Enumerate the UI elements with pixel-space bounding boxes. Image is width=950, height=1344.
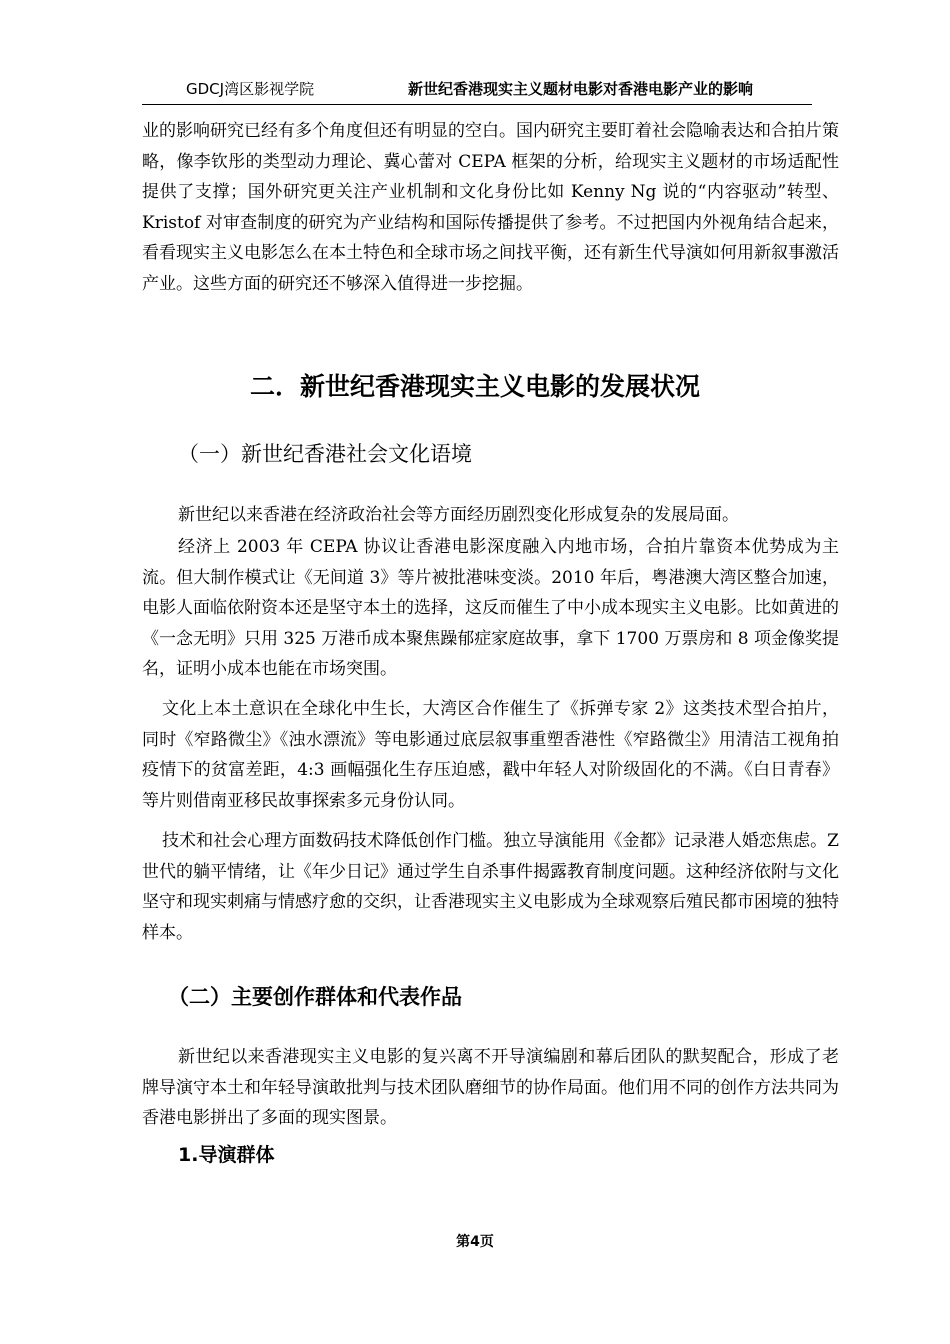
header-title: 新世纪香港现实主义题材电影对香港电影产业的影响 xyxy=(408,80,754,98)
subheading-directors: 1.导演群体 xyxy=(178,1144,275,1166)
page-number: 第4页 xyxy=(456,1234,494,1250)
subsection-heading-2: （二）主要创作群体和代表作品 xyxy=(168,985,462,1009)
paragraph-research-gap: 业的影响研究已经有多个角度但还有明显的空白。国内研究主要盯着社会隐喻表达和合拍片策略，像李钦彤的类型动力理论、冀心蕾对 CEPA 框架的分析，给现实主义题材的市场适配性提供了支撑；国外研究更关注产业机制和文化身份比如 Kenny Ng 说的“内容驱动”转型、Kristof 对审查制度的研究为产业结构和国际传播提供了参考。不过把国内外视角结合起来，看看现实主义电影怎么在本土特色和全球市场之间找平衡，还有新生代导演如何用新叙事激活产业。这些方面的研究还不够深入值得进一步挖掘。 xyxy=(142,121,839,294)
paragraph-creative-groups: 新世纪以来香港现实主义电影的复兴离不开导演编剧和幕后团队的默契配合，形成了老牌导演守本土和年轻导演敢批判与技术团队磨细节的协作局面。他们用不同的创作方法共同为香港电影拼出了多面的现实图景。 xyxy=(142,1047,839,1128)
section-heading-2: 二．新世纪香港现实主义电影的发展状况 xyxy=(249,372,700,401)
paragraph-technology: 技术和社会心理方面数码技术降低创作门槛。独立导演能用《金都》记录港人婚恋焦虑。Z 世代的躺平情绪，让《年少日记》通过学生自杀事件揭露教育制度问题。这种经济依附与文化坚守和现实刺痛与情感疗愈的交织，让香港现实主义电影成为全球观察后殖民都市困境的独特样本。 xyxy=(142,831,839,943)
subsection-heading-1: （一）新世纪香港社会文化语境 xyxy=(178,442,472,466)
page-header xyxy=(142,76,812,100)
paragraph-economy: 经济上 2003 年 CEPA 协议让香港电影深度融入内地市场，合拍片靠资本优势成为主流。但大制作模式让《无间道 3》等片被批港味变淡。2010 年后，粤港澳大湾区整合加速，电影人面临依附资本还是坚守本土的选择，这反而催生了中小成本现实主义电影。比如黄进的《一念无明》只用 325 万港币成本聚焦躁郁症家庭故事，拿下 1700 万票房和 8 项金像奖提名，证明小成本也能在市场突围。 xyxy=(142,537,839,679)
header-divider xyxy=(142,104,812,105)
paragraph-culture: 文化上本土意识在全球化中生长，大湾区合作催生了《拆弹专家 2》这类技术型合拍片，同时《窄路微尘》《浊水漂流》等电影通过底层叙事重塑香港性《窄路微尘》用清洁工视角拍疫情下的贫富差距，4:3 画幅强化生存压迫感，戳中年轻人对阶级固化的不满。《白日青春》等片则借南亚移民故事探索多元身份认同。 xyxy=(142,699,839,811)
header-institution: GDCJ湾区影视学院 xyxy=(186,80,315,98)
paragraph-context-intro: 新世纪以来香港在经济政治社会等方面经历剧烈变化形成复杂的发展局面。 xyxy=(178,505,739,525)
